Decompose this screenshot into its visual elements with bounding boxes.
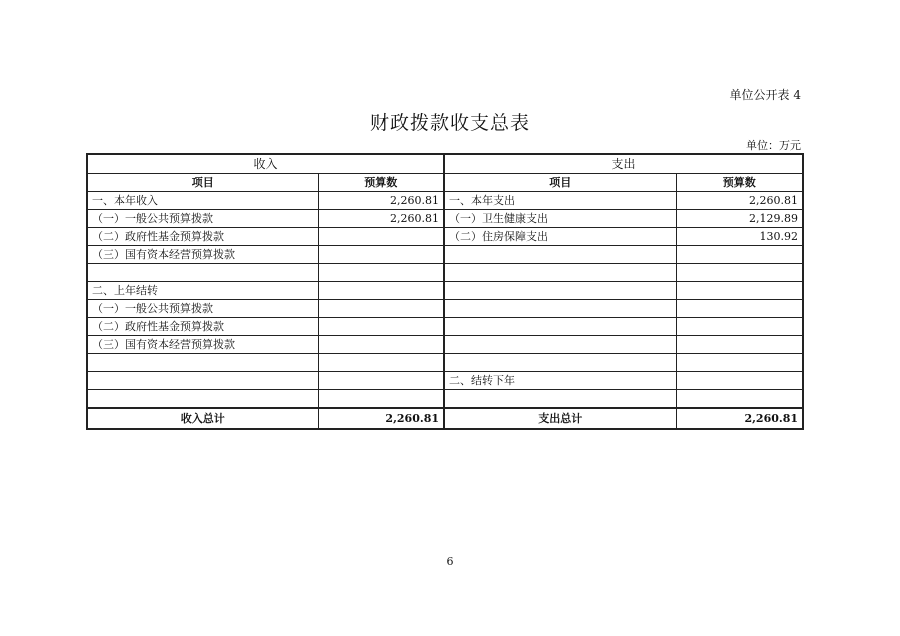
- table-row: [87, 354, 803, 372]
- income-item: （二）政府性基金预算拨款: [87, 318, 318, 336]
- income-item: [87, 390, 318, 409]
- table-row: [87, 282, 803, 300]
- column-header-row: [87, 174, 803, 192]
- income-item: [87, 264, 318, 282]
- page-number: 6: [446, 555, 454, 568]
- income-value: [318, 354, 444, 372]
- expense-total-value: 2,260.81: [676, 408, 803, 429]
- income-value: [318, 282, 444, 300]
- table-row: [87, 210, 803, 228]
- expense-item: [444, 300, 676, 318]
- income-item: （三）国有资本经营预算拨款: [87, 336, 318, 354]
- income-value: [318, 228, 444, 246]
- expense-value: [676, 264, 803, 282]
- income-item: [87, 354, 318, 372]
- expense-budget-header: 预算数: [676, 174, 803, 192]
- expense-item: 二、结转下年: [444, 372, 676, 390]
- income-value: [318, 390, 444, 409]
- income-item: 一、本年收入: [87, 192, 318, 210]
- income-section-header: 收入: [87, 154, 444, 174]
- expense-item: [444, 354, 676, 372]
- table-row: [87, 192, 803, 210]
- table-row: [87, 228, 803, 246]
- income-item: （一）一般公共预算拨款: [87, 300, 318, 318]
- income-item: [87, 372, 318, 390]
- income-item: （三）国有资本经营预算拨款: [87, 246, 318, 264]
- expense-item: [444, 246, 676, 264]
- expense-value: [676, 318, 803, 336]
- expense-item-header: 项目: [444, 174, 676, 192]
- table-row: [87, 336, 803, 354]
- expense-item: [444, 264, 676, 282]
- income-value: [318, 336, 444, 354]
- income-total-value: 2,260.81: [318, 408, 444, 429]
- expense-item: （二）住房保障支出: [444, 228, 676, 246]
- income-value: [318, 246, 444, 264]
- expense-value: 130.92: [676, 228, 803, 246]
- expense-value: [676, 282, 803, 300]
- expense-item: 一、本年支出: [444, 192, 676, 210]
- expense-item: [444, 282, 676, 300]
- table-row: [87, 246, 803, 264]
- income-value: [318, 300, 444, 318]
- expense-item: [444, 318, 676, 336]
- table-row: [87, 390, 803, 409]
- income-value: 2,260.81: [318, 210, 444, 228]
- table-row: [87, 264, 803, 282]
- income-item: （一）一般公共预算拨款: [87, 210, 318, 228]
- expense-value: [676, 354, 803, 372]
- unit-label: 单位：万元: [746, 139, 801, 152]
- budget-table: [86, 153, 804, 430]
- income-value: [318, 318, 444, 336]
- expense-value: [676, 336, 803, 354]
- expense-value: 2,129.89: [676, 210, 803, 228]
- table-row: [87, 300, 803, 318]
- table-row: [87, 372, 803, 390]
- form-code: 单位公开表 4: [729, 88, 801, 102]
- expense-value: [676, 372, 803, 390]
- income-value: [318, 372, 444, 390]
- income-budget-header: 预算数: [318, 174, 444, 192]
- page-title: 财政拨款收支总表: [369, 112, 530, 134]
- income-value: [318, 264, 444, 282]
- income-item-header: 项目: [87, 174, 318, 192]
- income-item: （二）政府性基金预算拨款: [87, 228, 318, 246]
- total-row: [87, 408, 803, 429]
- expense-value: [676, 390, 803, 409]
- income-total-label: 收入总计: [87, 408, 318, 429]
- expense-item: （一）卫生健康支出: [444, 210, 676, 228]
- expense-total-label: 支出总计: [444, 408, 676, 429]
- expense-section-header: 支出: [444, 154, 803, 174]
- expense-value: [676, 300, 803, 318]
- section-header-row: [87, 154, 803, 174]
- expense-item: [444, 336, 676, 354]
- table-row: [87, 318, 803, 336]
- expense-value: 2,260.81: [676, 192, 803, 210]
- expense-item: [444, 390, 676, 409]
- income-value: 2,260.81: [318, 192, 444, 210]
- expense-value: [676, 246, 803, 264]
- income-item: 二、上年结转: [87, 282, 318, 300]
